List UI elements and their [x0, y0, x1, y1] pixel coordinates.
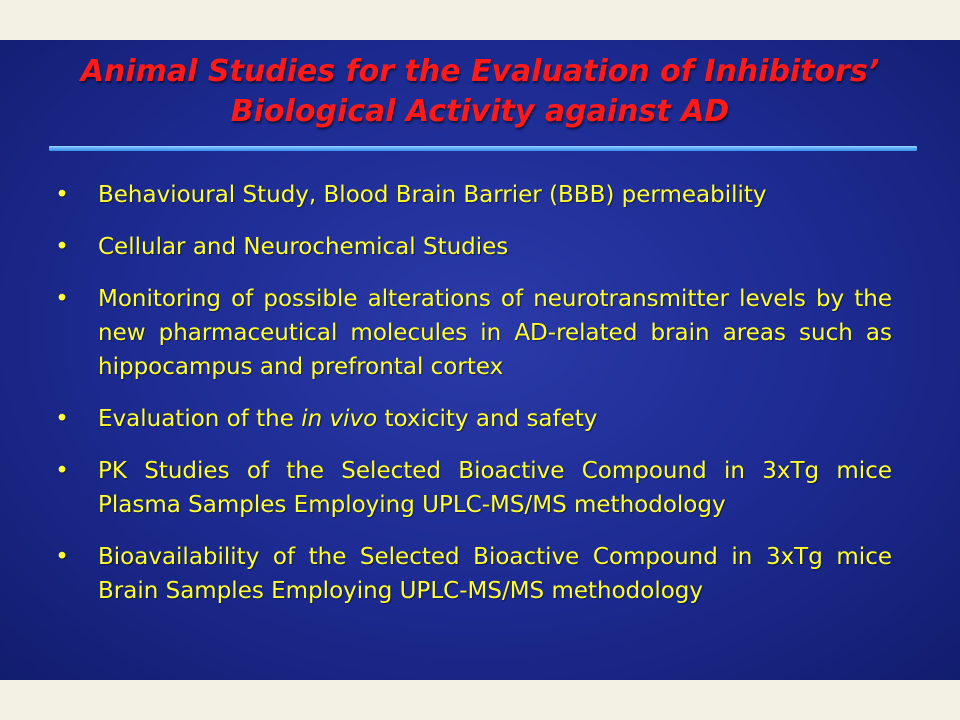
slide — [0, 40, 960, 680]
bullet-item-monitoring — [52, 282, 892, 384]
title-divider — [49, 146, 917, 151]
bullet-marker: • — [55, 234, 69, 260]
bullet-text: Behavioural Study, Blood Brain Barrier (BBB) permeability — [98, 182, 767, 208]
bullet-text: PK Studies of the Selected Bioactive Compound in 3xTg mice Plasma Samples Employing UPLC-MS/MS methodology — [98, 458, 892, 518]
bullet-marker: • — [55, 458, 69, 484]
bullet-text-after: toxicity and safety — [377, 406, 598, 432]
bullet-marker: • — [55, 182, 69, 208]
bullet-marker: • — [55, 406, 69, 432]
bullet-marker: • — [55, 544, 69, 570]
bullet-list — [52, 178, 892, 626]
bullet-item-toxicity — [52, 402, 892, 436]
bullet-marker: • — [55, 286, 69, 312]
bullet-text — [98, 406, 597, 432]
slide-title — [0, 52, 960, 132]
bullet-text: Bioavailability of the Selected Bioactive Compound in 3xTg mice Brain Samples Employing UPLC-MS/MS methodology — [98, 544, 892, 604]
slide-title-line-1: Animal Studies for the Evaluation of Inhibitors’ — [80, 54, 880, 89]
bullet-text: Monitoring of possible alterations of neurotransmitter levels by the new pharmaceutical molecules in AD-related brain areas such as hippocampus and prefrontal cortex — [98, 286, 892, 380]
slide-title-line-2: Biological Activity against AD — [230, 94, 730, 129]
bullet-item-cellular-studies — [52, 230, 892, 264]
bullet-item-pk-studies — [52, 454, 892, 522]
bullet-text-italic: in vivo — [301, 406, 378, 432]
bullet-item-bioavailability — [52, 540, 892, 608]
bullet-text-before: Evaluation of the — [98, 406, 302, 432]
bullet-text: Cellular and Neurochemical Studies — [98, 234, 509, 260]
bullet-item-behavioural-study — [52, 178, 892, 212]
